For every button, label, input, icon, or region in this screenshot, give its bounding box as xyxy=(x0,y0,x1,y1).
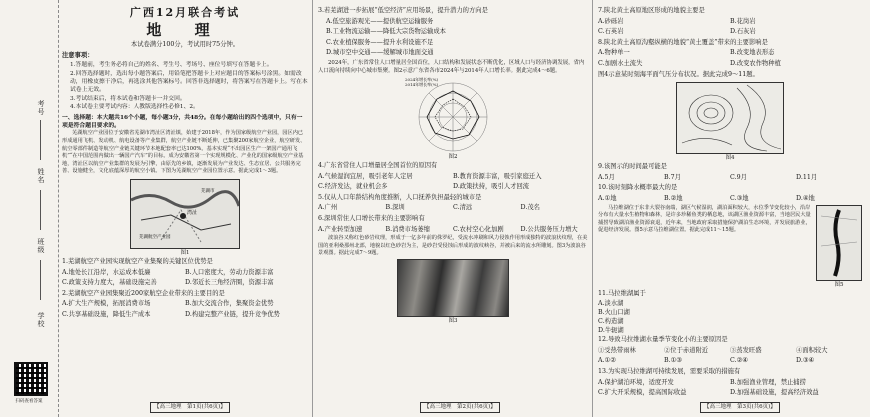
option-c[interactable]: C.经济发达，就业机会多 xyxy=(318,183,388,191)
figure-4-caption: 图4 xyxy=(725,155,735,162)
binding-label-school: 学校 xyxy=(37,312,45,328)
page-divider xyxy=(312,0,313,417)
option-b[interactable]: B.7月 xyxy=(664,173,681,181)
question-9-options xyxy=(598,173,862,184)
figure-1-svg xyxy=(131,180,239,248)
map-label-wanzhi: 湾沚 xyxy=(187,210,198,216)
figure-2-legend xyxy=(405,77,438,87)
binding-line xyxy=(40,190,41,230)
question-1-options xyxy=(62,268,308,289)
option-c[interactable]: C.扩大开采规模，提高国际收益 xyxy=(598,389,687,397)
option-c[interactable]: C.农业植保服务——提升水利设施不足 xyxy=(326,38,434,46)
option-d[interactable]: D.茂名 xyxy=(520,204,540,212)
question-8-options xyxy=(598,48,862,69)
figure-5-map xyxy=(816,205,862,281)
question-12-options xyxy=(598,356,862,367)
page-3-footer: 【高三地理 第3页(共6页)】 xyxy=(700,402,780,413)
statement-4: ④面积较大 xyxy=(796,346,828,354)
option-d[interactable]: D.加强基础设施，提高经济效益 xyxy=(730,389,819,397)
legend-2024: 2024年增长率(%) xyxy=(405,76,439,82)
option-a[interactable]: A.产业转型加速 xyxy=(318,225,363,233)
passage-1: 芜湖航空产业园位于安徽省芜湖市湾沚区湾沚镇，始建于2018年，作为国家级航空产业园，园区内已形成通用飞机、发动机、航电设备等产业集群，航空产业链不断延伸，已集聚200家航空企业，航空研发、航空零部件制造等航空产业链关键环节本地配套率已达100%。基本实现“不出园区生产一架国产通用飞机”“在中国范围内做出一辆国产汽车”的目标。成为安徽省第一个实现规模化、产业化的国家级航空产业基地，湾沚区以航空产业集群的发展为引擎，由原先的乡镇，逐渐发展为产业发达、生态宜居、公共服务完善、设施健全，文化底蕴深厚的航空小镇。下图为芜湖航空产业园位置示意。据此完成1～3题。 xyxy=(62,130,306,175)
option-b[interactable]: B.花岗岩 xyxy=(730,17,756,25)
exam-title: 广西12月联合考试 xyxy=(129,6,241,19)
option-d[interactable]: D.公共服务压力增大 xyxy=(520,225,578,233)
notice-title: 注意事项： xyxy=(62,51,94,59)
figure-4-isobar-map xyxy=(676,82,784,154)
passage-3: 波浪谷又称红色砂岩纹理，形成于一亿多年前的侏罗纪，受流水冲刷和风力侵蚀作用形成独特的波浪状纹理，在美国的亚利桑那州北部，地貌以红色砂岩为主，是砂岩受侵蚀后形成的波纹峡谷，并被后来的流水所雕刻。图3为波浪谷景观图。据此完成7～9题。 xyxy=(318,235,588,256)
question-7-options xyxy=(598,17,862,38)
option-b[interactable]: B.工业物流运输——降低大宗货物运输成本 xyxy=(326,28,446,36)
question-2-options xyxy=(62,299,308,320)
airport-marker xyxy=(180,213,186,219)
figure-2-radar xyxy=(405,77,501,153)
question-11: 11.马拉维湖属于 xyxy=(598,289,646,297)
isobar xyxy=(697,102,725,124)
question-5-options xyxy=(318,203,588,214)
page-2-footer: 【高三地理 第2页(共6页)】 xyxy=(420,402,500,413)
notice-item: 2.回答选择题时，选出每小题答案后，用铅笔把答题卡上对应题目的答案标号涂黑。如需改动，用橡皮擦干净后，再选涂其他答案标号。回答非选择题时，将答案写在答题卡上。写在本试卷上无效。 xyxy=(70,70,308,94)
question-3: 3.若芜湖进一步拓展“低空经济”应用场景，提升潜力的方向是 xyxy=(318,7,488,14)
option-b[interactable]: B.教育资源丰富，吸引家庭迁入 xyxy=(453,172,542,180)
grid-line xyxy=(821,216,857,246)
option-a[interactable]: A.5月 xyxy=(598,173,615,181)
qr-caption: 扫码查看答案 xyxy=(15,399,43,404)
option-a[interactable]: A.地处长江沿岸，水运成本低廉 xyxy=(62,268,151,276)
option-b[interactable]: B.①③ xyxy=(664,357,682,365)
question-5: 5.仅从人口年龄结构角度推断，人口抚养负担最轻的城市是 xyxy=(318,193,482,201)
option-a[interactable]: A.①地 xyxy=(598,194,617,202)
statement-1: ①受热带雨林 xyxy=(598,346,636,354)
question-6: 6.深圳常住人口增长带来的主要影响有 xyxy=(318,214,425,222)
question-13: 13.为实现马拉维湖可持续发展，需要采取的措施有 xyxy=(598,367,741,375)
option-d[interactable]: D.牛轭湖 xyxy=(598,327,624,335)
option-a[interactable]: A.淡水湖 xyxy=(598,300,624,308)
statement-2: ②位于赤道附近 xyxy=(664,346,709,354)
figure-4-svg xyxy=(677,83,783,153)
notice-item: 4.本试卷主要考试内容：人教版选择性必修1、2。 xyxy=(70,104,199,111)
option-a[interactable]: A.保护湖泊环境，适度开发 xyxy=(598,378,674,386)
passage-5: 马拉维湖位于东非大裂谷南端，湖区气候湿润，湖泊面积较大，水位季节变化较小，沿岸分布有大量水生植物和森林，是许多珍稀鱼类的栖息地，该湖区渔业资源丰富，当地居民大量捕捞导致湖泊渔业资源衰退，近年来，当地政府采取措施保护湖泊生态环境，并发展旅游业，促进经济发展。图5示意马拉维湖位置。据此完成11～15题。 xyxy=(598,204,811,234)
figure-3-caption: 图3 xyxy=(448,318,458,325)
option-b[interactable]: B.深圳 xyxy=(385,204,405,212)
question-10: 10.该时刻降水概率最大的是 xyxy=(598,184,678,192)
isobar xyxy=(737,88,767,151)
coastline xyxy=(682,139,732,146)
question-11-options xyxy=(598,299,862,335)
question-10-options xyxy=(598,194,862,205)
option-b[interactable]: B.人口密度大，劳动力资源丰富 xyxy=(185,268,274,276)
binding-strip xyxy=(0,0,59,417)
option-c[interactable]: C.②④ xyxy=(730,357,748,365)
binding-label-class: 班级 xyxy=(37,238,45,254)
option-c[interactable]: C.石英岩 xyxy=(598,28,624,36)
option-c[interactable]: C.加剧水土流失 xyxy=(598,59,643,67)
statement-3: ③蒸发旺盛 xyxy=(730,346,762,354)
option-b[interactable]: B.加大交流合作，集聚资金优势 xyxy=(185,300,274,308)
section-heading: 一、选择题：本大题共16个小题，每小题3分，共48分。在每小题给出的四个选项中，只有一项是符合题目要求的。 xyxy=(62,114,303,130)
legend-2014: 2014年增长率(%) xyxy=(405,81,439,87)
figure-2-caption: 图2 xyxy=(448,153,458,160)
option-c[interactable]: C.清远 xyxy=(453,204,473,212)
question-1: 1.芜湖航空产业园实现航空产业集聚的关键区位优势是 xyxy=(62,258,213,265)
question-6-options xyxy=(318,225,588,236)
option-d[interactable]: D.11月 xyxy=(796,173,818,181)
question-3-options xyxy=(318,17,588,59)
page-1-footer: 【高三地理 第1页(共6页)】 xyxy=(150,402,230,413)
exam-meta: 本试卷满分100分，考试用时75分钟。 xyxy=(130,41,240,48)
option-d[interactable]: D.③④ xyxy=(796,357,815,365)
binding-line xyxy=(40,260,41,300)
passage-4: 图4示意某时刻海平面气压分布状况。据此完成9～11题。 xyxy=(598,70,759,78)
isobar xyxy=(689,95,733,131)
page-1-column xyxy=(62,6,308,321)
question-12: 12.导致马拉维湖水量季节变化小的主要原因是 xyxy=(598,336,728,344)
option-c[interactable]: C.共享基础设施，降低生产成本 xyxy=(62,310,151,318)
option-d[interactable]: D.邻近长三角经济圈，资源丰富 xyxy=(185,279,274,287)
question-8: 8.陕北黄土高原沟壑纵横的地貌“黄土覆盖”带来的主要影响是 xyxy=(598,38,768,46)
option-a[interactable]: A.低空旅游观光——提供航空运输服务 xyxy=(326,17,434,25)
option-d[interactable]: D.城市空中交通——缓解城市地面交通 xyxy=(326,49,434,57)
figure-5-wrap xyxy=(816,205,862,289)
figure-2-svg xyxy=(405,77,501,153)
binding-label-exam-number: 考号 xyxy=(37,100,45,116)
option-d[interactable]: D.④地 xyxy=(796,194,815,202)
binding-line xyxy=(40,120,41,160)
option-c[interactable]: C.9月 xyxy=(730,173,747,181)
figure-1-caption: 图1 xyxy=(180,250,190,256)
qr-code[interactable] xyxy=(14,362,48,396)
option-c[interactable]: C.③地 xyxy=(730,194,749,202)
option-b[interactable]: B.改变地表形态 xyxy=(730,49,775,57)
option-c[interactable]: C.农村空心化加剧 xyxy=(453,225,504,233)
map-label-wuhu: 芜湖市 xyxy=(201,189,215,194)
option-b[interactable]: B.火山口湖 xyxy=(598,309,630,317)
question-4-options xyxy=(318,172,588,193)
option-a[interactable]: A.砂砾岩 xyxy=(598,17,624,25)
figure-5-svg xyxy=(817,206,861,280)
binding-label-name: 姓名 xyxy=(37,168,45,184)
figure-1-map xyxy=(130,179,240,249)
question-7: 7.陕北黄土高原地区形成的地貌主要是 xyxy=(598,7,705,14)
option-a[interactable]: A.①② xyxy=(598,357,616,365)
isobar xyxy=(704,108,718,118)
lake-shape xyxy=(835,210,839,276)
question-13-options xyxy=(598,378,862,399)
page-2-column xyxy=(318,6,588,325)
exam-subject: 地 理 xyxy=(146,21,224,39)
option-d[interactable]: D.石灰岩 xyxy=(730,28,756,36)
option-d[interactable]: D.改变农作物种植 xyxy=(730,59,781,67)
option-c[interactable]: C.构造湖 xyxy=(598,318,624,326)
option-c[interactable]: C.政策支持力度大，基础设施完善 xyxy=(62,279,157,287)
page-3-column xyxy=(598,6,862,399)
option-b[interactable]: B.②地 xyxy=(664,194,683,202)
option-a[interactable]: A.扩大生产规模，拓展消费市场 xyxy=(62,300,151,308)
option-a[interactable]: A.气候湿润宜居，吸引老年人定居 xyxy=(318,172,413,180)
isobar xyxy=(747,85,781,149)
passage-2: 2024年，广东省常住人口增量居全国首位，人口结构和发展状态不断优化，区域人口与经济协调发展，省内人口流向持续向中心城市集聚。图2示意广东省各市2024年与2014年人口增长率。据此完成4～6题。 xyxy=(318,59,585,74)
figure-5-caption: 图5 xyxy=(834,281,844,288)
notice-item: 1.答题前，考生务必将自己的姓名、考生号、考场号、座位号填写在答题卡上。 xyxy=(70,62,273,69)
page-divider xyxy=(592,0,593,417)
option-a[interactable]: A.广州 xyxy=(318,204,338,212)
option-a[interactable]: A.物种单一 xyxy=(598,49,630,57)
notice-item: 3.考试结束后，将本试卷和答题卡一并交回。 xyxy=(70,95,186,102)
question-9: 9.该图示的时间最可能是 xyxy=(598,163,667,171)
option-b[interactable]: B.加强渔业管理，禁止捕捞 xyxy=(730,378,806,386)
option-d[interactable]: D.政策扶持，吸引人才回流 xyxy=(453,183,530,191)
option-b[interactable]: B.消费市场萎缩 xyxy=(385,225,430,233)
option-d[interactable]: D.构建完整产业链，提升竞争优势 xyxy=(185,310,280,318)
question-4: 4.广东省常住人口增量居全国首位的原因有 xyxy=(318,161,438,169)
figure-3-photo xyxy=(397,259,509,317)
passage-5-row xyxy=(598,205,862,289)
question-2: 2.芜湖航空产业园集聚近200家航空企业带来的主要目的是 xyxy=(62,289,225,297)
question-12-statements xyxy=(598,346,862,357)
map-label-park: 芜湖航空产业园 xyxy=(139,235,171,240)
